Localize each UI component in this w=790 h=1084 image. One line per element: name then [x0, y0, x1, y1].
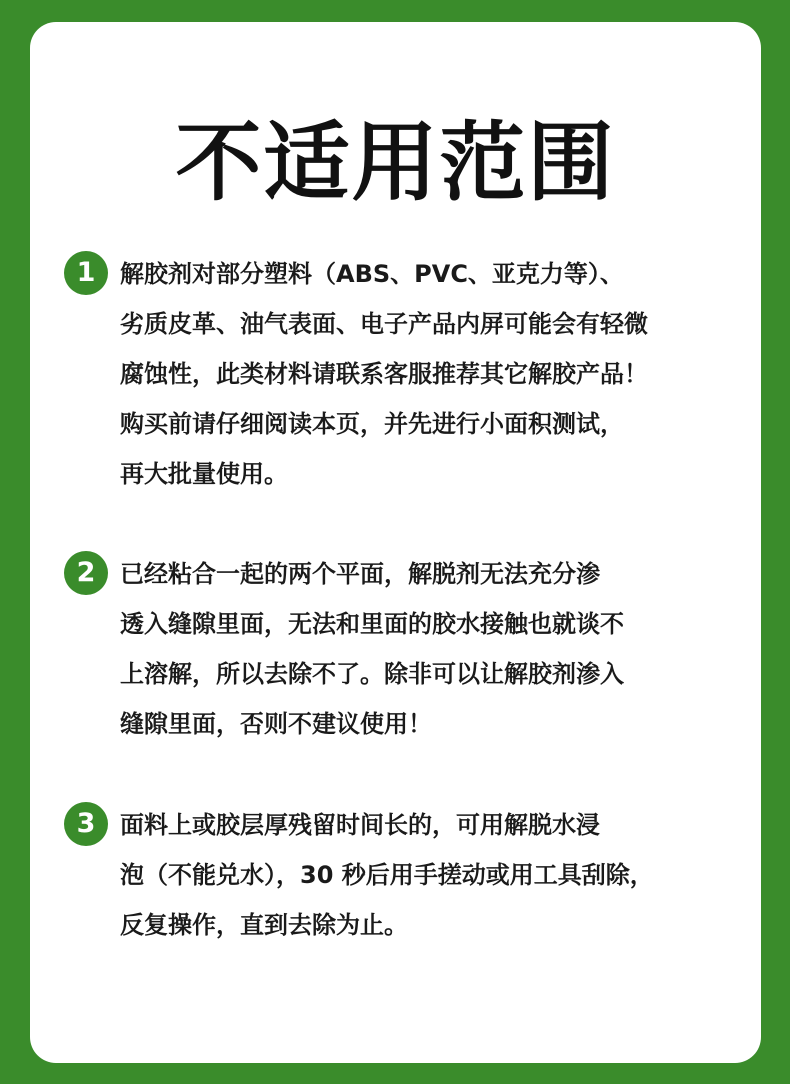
page-title: 不适用范围: [175, 113, 616, 213]
text-line: 解胶剂对部分塑料（ABS、PVC、亚克力等）、: [120, 260, 624, 288]
text-line: 再大批量使用。: [120, 460, 288, 488]
text-line: 面料上或胶层厚残留时间长的，可用解脱水浸: [120, 811, 600, 839]
number-badge: 3: [64, 802, 108, 846]
content-card: [30, 22, 761, 1063]
text-line: 上溶解，所以去除不了。除非可以让解胶剂渗入: [120, 660, 624, 688]
text-line: 缝隙里面，否则不建议使用！: [120, 710, 432, 738]
text-line: 泡（不能兑水），30 秒后用手搓动或用工具刮除，: [120, 861, 654, 889]
number-badge: 2: [64, 551, 108, 595]
text-line: 已经粘合一起的两个平面，解脱剂无法充分渗: [120, 560, 600, 588]
number-badge: 1: [64, 251, 108, 295]
item-text: [120, 249, 740, 499]
item-text: [120, 549, 740, 749]
item-text: [120, 800, 740, 950]
text-line: 购买前请仔细阅读本页，并先进行小面积测试，: [120, 410, 624, 438]
text-line: 透入缝隙里面，无法和里面的胶水接触也就谈不: [120, 610, 624, 638]
text-line: 腐蚀性，此类材料请联系客服推荐其它解胶产品！: [120, 360, 648, 388]
text-line: 反复操作，直到去除为止。: [120, 911, 408, 939]
text-line: 劣质皮革、油气表面、电子产品内屏可能会有轻微: [120, 310, 648, 338]
